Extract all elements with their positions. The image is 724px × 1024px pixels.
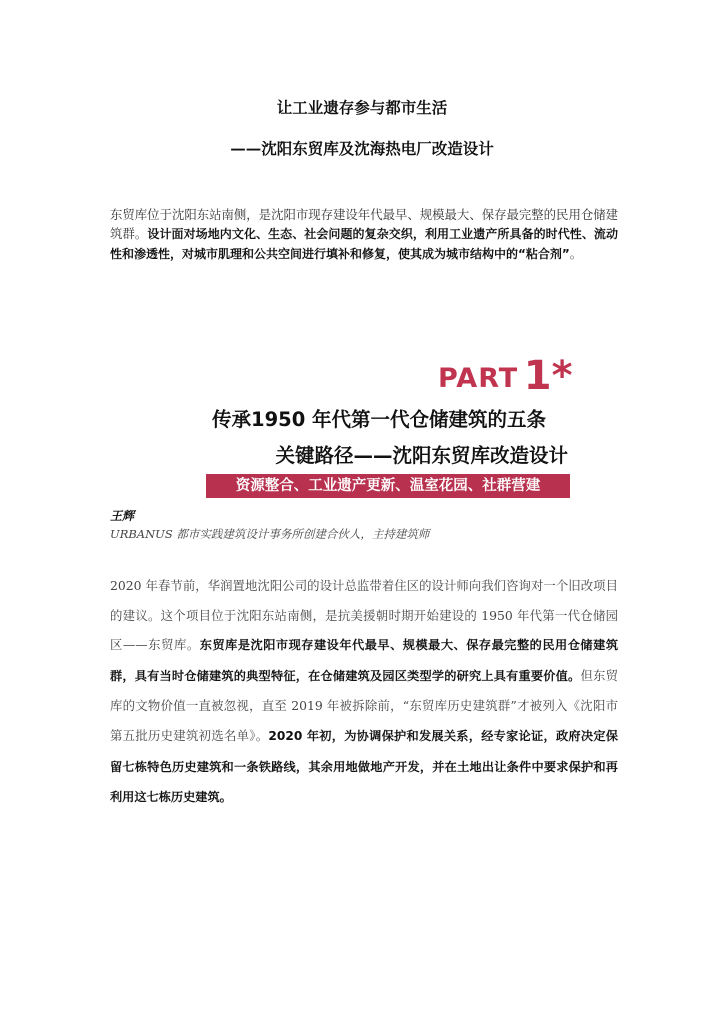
body-bold-text-2: 2020 年初，为协调保护和发展关系，经专家论证，政府决定保留七栋特色历史建筑和一条铁路线，其余用地做地产开发，并在土地出让条件中要求保护和再利用这七栋历史建筑。 [110,728,618,805]
part-label [438,353,573,399]
body-plain-text-2: 但东贸库的文物价值一直被忽视，直至 2019 年被拆除前，“东贸库历史建筑群”才被列入《沈阳市第五批历史建筑初选名单》。 [110,667,619,743]
banner-headline-line2: 关键路径——沈阳东贸库改造设计 [275,444,568,467]
body-bold-text-1: 东贸库是沈阳市现存建设年代最早、规模最大、保存最完整的民用仓储建筑群，具有当时仓储建筑的典型特征，在仓储建筑及园区类型学的研究上具有重要价值。 [110,638,619,683]
body-paragraph [110,571,618,813]
body-plain-text-1: 2020 年春节前，华润置地沈阳公司的设计总监带着住区的设计师向我们咨询对一个旧改项目的建议。这个项目位于沈阳东站南侧，是抗美援朝时期开始建设的 1950 年代第一代仓储园区——东贸库。 [110,578,618,653]
abstract-plain-text: 东贸库位于沈阳东站南侧，是沈阳市现存建设年代最早、规模最大、保存最完整的民用仓储建筑群。 [110,207,619,241]
article-title: 让工业遗存参与都市生活 [276,98,448,117]
author-name: 王辉 [110,509,135,523]
author-affiliation: URBANUS 都市实践建筑设计事务所创建合伙人，主持建筑师 [110,527,430,541]
part-word: PART [438,363,519,394]
abstract-paragraph [110,205,618,264]
part-number: 1* [523,353,573,399]
abstract-tail-text: 。 [569,246,583,261]
keyword-tag-bar: 资源整合、工业遗产更新、温室花园、社群营建 [206,474,570,498]
abstract-bold-text: 设计面对场地内文化、生态、社会问题的复杂交织，利用工业遗产所具备的时代性、流动性和渗透性，对城市肌理和公共空间进行填补和修复，使其成为城市结构中的“粘合剂” [110,227,619,261]
banner-headline-line1: 传承1950 年代第一代仓储建筑的五条 [212,408,547,431]
article-subtitle: ——沈阳东贸库及沈海热电厂改造设计 [230,139,494,158]
